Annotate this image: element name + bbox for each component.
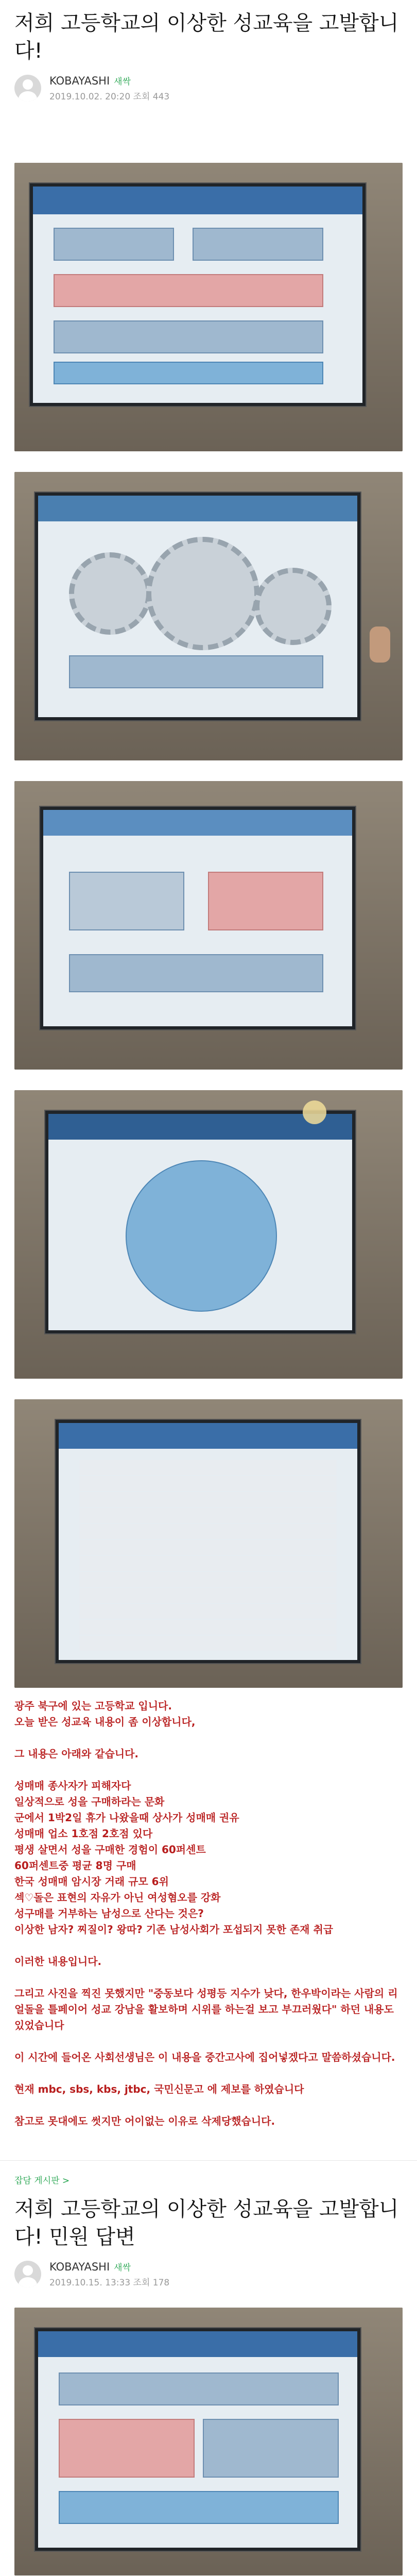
classroom-photo-2 [14, 472, 403, 760]
body-para-5: 참고로 못대에도 썻지만 어이없는 이유로 삭제당했습니다. [14, 2115, 275, 2127]
avatar[interactable] [14, 2261, 41, 2287]
grade-badge: 새싹 [114, 77, 131, 87]
list-item: 성매매 종사자가 피해자다 [14, 1780, 131, 1792]
board-category-link[interactable]: 잡담 게시판 > [14, 2176, 70, 2186]
list-item: 평생 살면서 성을 구매한 경험이 60퍼센트 [14, 1843, 206, 1856]
list-item: 일상적으로 성을 구매하라는 문화 [14, 1795, 165, 1808]
list-item: 60퍼센트중 평균 8명 구매 [14, 1859, 136, 1872]
grade-badge: 새싹 [114, 2263, 131, 2273]
body-para-4: 현재 mbc, sbs, kbs, jtbc, 국민신문고 에 제보를 하였습니다 [14, 2083, 304, 2095]
post-body-1 [14, 1698, 403, 2129]
classroom-photo-1 [14, 163, 403, 451]
body-after: 이러한 내용입니다. [14, 1955, 102, 1968]
post-date: 2019.10.15. 13:33 [49, 2278, 131, 2288]
body-para-2: 그리고 사진을 찍진 못했지만 "중동보다 성평등 지수가 낮다, 한우박이라는 사람의 리얼돌을 틀페이어 성교 강남을 활보하며 시위를 하는걸 보고 부끄러웠다" 하던 내용도 있었습니다 [14, 1987, 398, 2031]
raised-hand [370, 626, 390, 663]
author-name[interactable]: KOBAYASHI [49, 2261, 110, 2273]
body-heading: 광주 북구에 있는 고등학교 입니다. [14, 1700, 172, 1712]
body-intro: 그 내용은 아래와 같습니다. [14, 1748, 139, 1760]
author-meta-2 [14, 2256, 403, 2292]
post-title-2: 저희 고등학교의 이상한 성교육을 고발합니다! 민원 답변 [14, 2197, 399, 2249]
classroom-photo-4 [14, 1090, 403, 1379]
list-item: 군에서 1박2일 휴가 나왔을때 상사가 성매매 권유 [14, 1811, 239, 1824]
post-views: 조회 443 [133, 92, 170, 102]
list-item: 한국 성매매 암시장 거래 규모 6위 [14, 1875, 169, 1888]
list-item: 성매매 업소 1호점 2호점 있다 [14, 1827, 153, 1840]
avatar[interactable] [14, 75, 41, 101]
list-item: 성구매를 거부하는 남성으로 산다는 것은? [14, 1907, 204, 1920]
author-meta [14, 70, 403, 106]
post-title: 저희 고등학교의 이상한 성교육을 고발합니다! [14, 11, 399, 63]
classroom-photo-6 [14, 2308, 403, 2575]
post-date: 2019.10.02. 20:20 [49, 92, 131, 102]
body-para-3: 이 시간에 들어온 사회선생님은 이 내용을 중간고사에 집어넣겠다고 말씀하셨습니다. [14, 2051, 395, 2063]
body-line-2: 오늘 받은 성교육 내용이 좀 이상합니다, [14, 1716, 196, 1728]
author-name[interactable]: KOBAYASHI [49, 75, 110, 87]
post-views: 조회 178 [133, 2278, 170, 2288]
classroom-photo-3 [14, 781, 403, 1070]
list-item: 이상한 남자? 찌질이? 왕따? 기존 남성사회가 포섭되지 못한 존재 취급 [14, 1923, 334, 1936]
classroom-photo-5 [14, 1399, 403, 1688]
list-item: 섹♡돌은 표현의 자유가 아닌 여성혐오를 강화 [14, 1891, 221, 1904]
